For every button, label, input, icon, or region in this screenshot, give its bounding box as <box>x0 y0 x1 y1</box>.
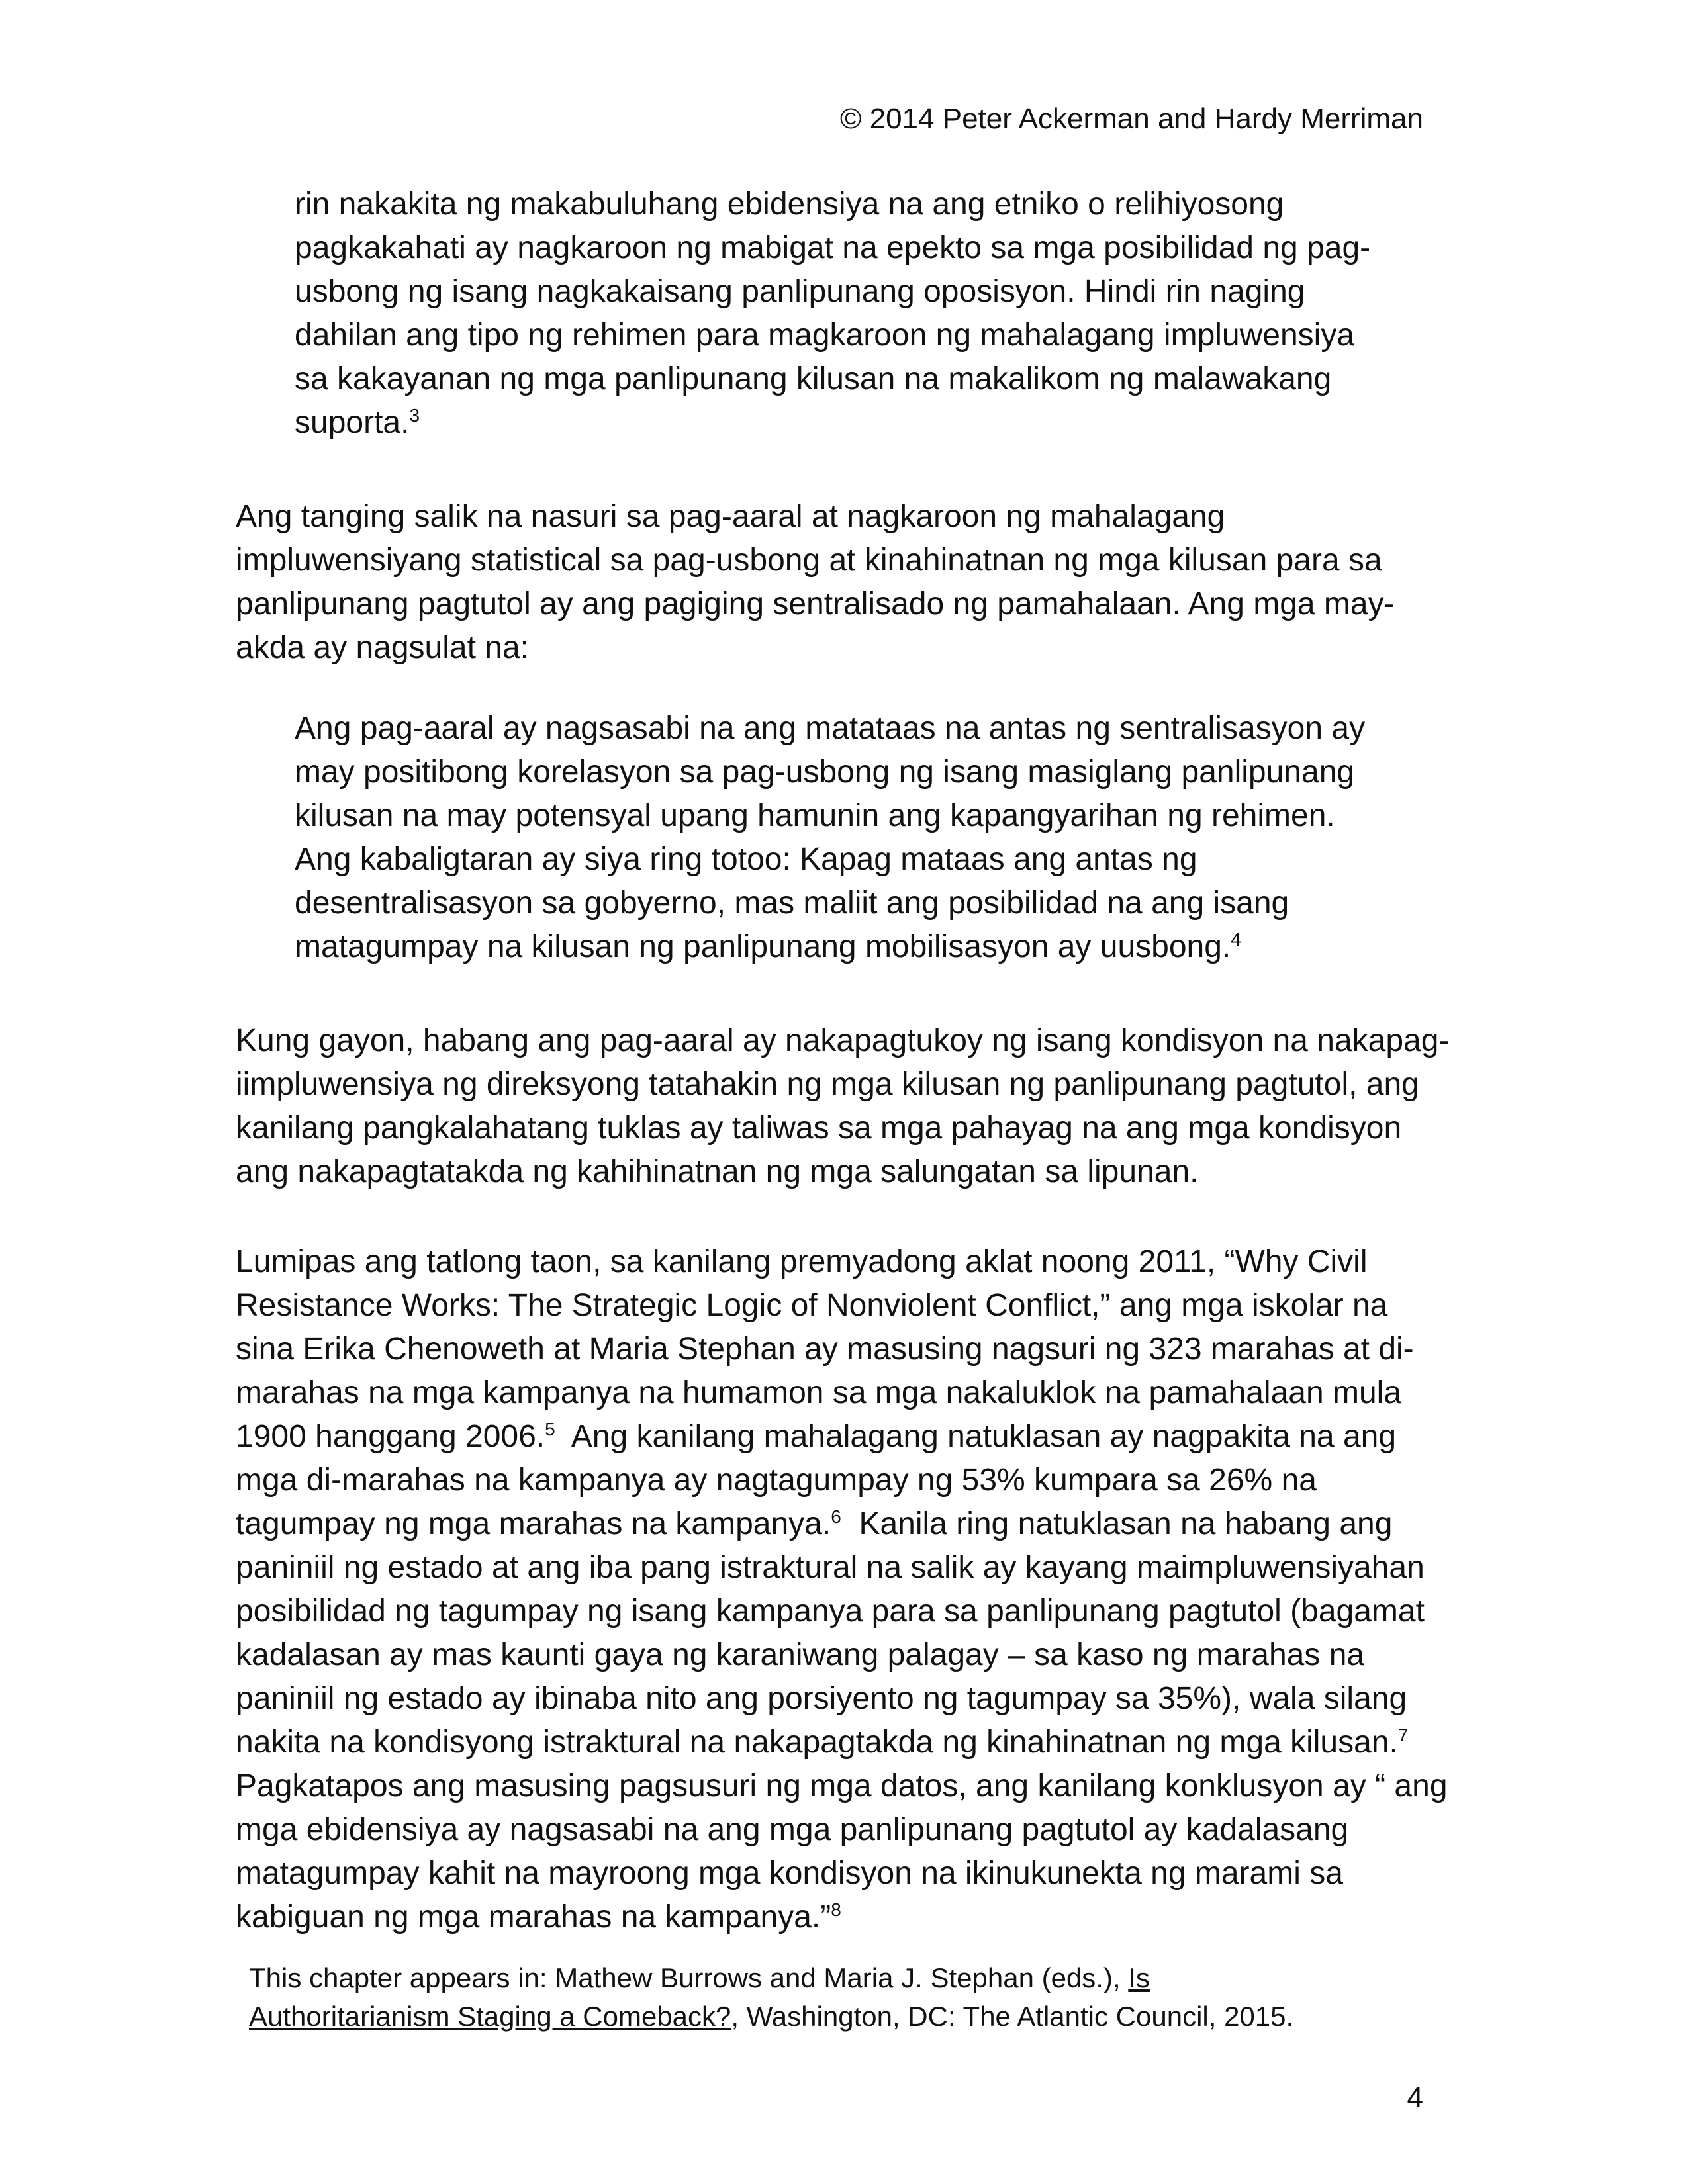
block-quote-1 <box>295 183 1370 445</box>
text-line: Kung gayon, habang ang pag-aaral ay nakapagtukoy ng isang kondisyon na nakapag- <box>236 1023 1450 1058</box>
text-line: mga di-marahas na kampanya ay nagtagumpay ng 53% kumpara sa 26% na <box>236 1463 1317 1498</box>
text-fragment: Kanila ring natuklasan na habang ang <box>841 1506 1393 1541</box>
text-line: paniniil ng estado ay ibinaba nito ang porsiyento ng tagumpay sa 35%), wala silang <box>236 1681 1407 1716</box>
text-line: dahilan ang tipo ng rehimen para magkaroon ng mahalagang impluwensiya <box>295 318 1355 353</box>
footnote-marker: 8 <box>831 1899 841 1920</box>
footnote-marker: 5 <box>545 1419 555 1439</box>
text-line: kadalasan ay mas kaunti gaya ng karaniwang palagay – sa kaso ng marahas na <box>236 1637 1365 1672</box>
text-fragment: tagumpay ng mga marahas na kampanya. <box>236 1506 831 1541</box>
text-line: marahas na mga kampanya na humamon sa mga nakaluklok na pamahalaan mula <box>236 1375 1402 1410</box>
text-line: kanilang pangkalahatang tuklas ay taliwas sa mga pahayag na ang mga kondisyon <box>236 1111 1402 1146</box>
text-line: iimpluwensiya ng direksyong tatahakin ng mga kilusan ng panlipunang pagtutol, ang <box>236 1067 1419 1102</box>
text-line: pagkakahati ay nagkaroon ng mabigat na epekto sa mga posibilidad ng pag- <box>295 230 1371 265</box>
text-line: mga ebidensiya ay nagsasabi na ang mga panlipunang pagtutol ay kadalasang <box>236 1812 1349 1847</box>
text-line: posibilidad ng tagumpay ng isang kampanya para sa panlipunang pagtutol (bagamat <box>236 1594 1425 1629</box>
footnote-marker: 7 <box>1397 1725 1409 1745</box>
text-line <box>249 1959 1293 1997</box>
text-line: Pagkatapos ang masusing pagsusuri ng mga datos, ang kanilang konklusyon ay “ ang <box>236 1768 1448 1803</box>
paragraph-2 <box>236 1019 1449 1194</box>
text-line: sa kakayanan ng mga panlipunang kilusan na makalikom ng malawakang <box>295 361 1332 396</box>
text-line: Resistance Works: The Strategic Logic of Nonviolent Conflict,” ang mga iskolar na <box>236 1288 1388 1323</box>
text-line: Ang pag-aaral ay nagsasabi na ang matataas na antas ng sentralisasyon ay <box>295 711 1366 746</box>
footnote-marker: 4 <box>1231 929 1241 950</box>
text-fragment: Ang kanilang mahalagang natuklasan ay nagpakita na ang <box>555 1419 1397 1454</box>
text-line: impluwensiyang statistical sa pag-usbong at kinahinatnan ng mga kilusan para sa <box>236 543 1382 578</box>
text-line: Ang kabaligtaran ay siya ring totoo: Kapag mataas ang antas ng <box>295 842 1197 877</box>
paragraph-3 <box>236 1240 1448 1939</box>
book-title-link[interactable]: Authoritarianism Staging a Comeback? <box>249 2001 731 2032</box>
text-line: may positibong korelasyon sa pag-usbong ng isang masiglang panlipunang <box>295 754 1355 790</box>
text-fragment: matagumpay na kilusan ng panlipunang mobilisasyon ay uusbong. <box>295 929 1231 964</box>
page-number: 4 <box>1407 2081 1423 2114</box>
text-line <box>236 1502 1448 1546</box>
text-fragment: kabiguan ng mga marahas na kampanya.” <box>236 1899 831 1934</box>
text-fragment: suporta. <box>295 405 410 440</box>
text-line <box>295 925 1365 969</box>
text-line <box>236 1721 1448 1764</box>
text-fragment: , Washington, DC: The Atlantic Council, 2015. <box>731 2001 1294 2032</box>
copyright-header: © 2014 Peter Ackerman and Hardy Merriman <box>839 103 1423 135</box>
text-line: panlipunang pagtutol ay ang pagiging sentralisado ng pamahalaan. Ang mga may- <box>236 586 1395 621</box>
text-line <box>236 1895 1448 1939</box>
footnote-marker: 6 <box>831 1506 841 1527</box>
text-line: sina Erika Chenoweth at Maria Stephan ay masusing nagsuri ng 323 marahas at di- <box>236 1332 1414 1367</box>
text-line: akda ay nagsulat na: <box>236 630 529 665</box>
text-line: Ang tanging salik na nasuri sa pag-aaral at nagkaroon ng mahalagang <box>236 499 1225 534</box>
chapter-source-note <box>249 1959 1293 2036</box>
text-line <box>236 1415 1448 1459</box>
text-line: kilusan na may potensyal upang hamunin ang kapangyarihan ng rehimen. <box>295 798 1335 833</box>
text-line <box>249 1997 1293 2036</box>
text-line: matagumpay kahit na mayroong mga kondisyon na ikinukunekta ng marami sa <box>236 1856 1343 1891</box>
block-quote-2 <box>295 707 1365 969</box>
text-fragment: nakita na kondisyong istraktural na nakapagtakda ng kinahinatnan ng mga kilusan. <box>236 1725 1398 1760</box>
text-fragment: This chapter appears in: Mathew Burrows and Maria J. Stephan (eds.), <box>249 1962 1129 1993</box>
paragraph-1 <box>236 495 1395 670</box>
footnote-marker: 3 <box>409 405 420 426</box>
text-line: ang nakapagtatakda ng kahihinatnan ng mga salungatan sa lipunan. <box>236 1154 1199 1189</box>
text-line <box>295 401 1370 445</box>
text-line: Lumipas ang tatlong taon, sa kanilang premyadong aklat noong 2011, “Why Civil <box>236 1244 1368 1279</box>
text-line: usbong ng isang nagkakaisang panlipunang oposisyon. Hindi rin naging <box>295 274 1305 309</box>
text-line: rin nakakita ng makabuluhang ebidensiya na ang etniko o relihiyosong <box>295 187 1284 222</box>
text-fragment: 1900 hanggang 2006. <box>236 1419 545 1454</box>
book-title-link[interactable]: Is <box>1128 1962 1150 1993</box>
text-line: paniniil ng estado at ang iba pang istraktural na salik ay kayang maimpluwensiyahan <box>236 1550 1425 1585</box>
text-line: desentralisasyon sa gobyerno, mas maliit ang posibilidad na ang isang <box>295 886 1289 921</box>
